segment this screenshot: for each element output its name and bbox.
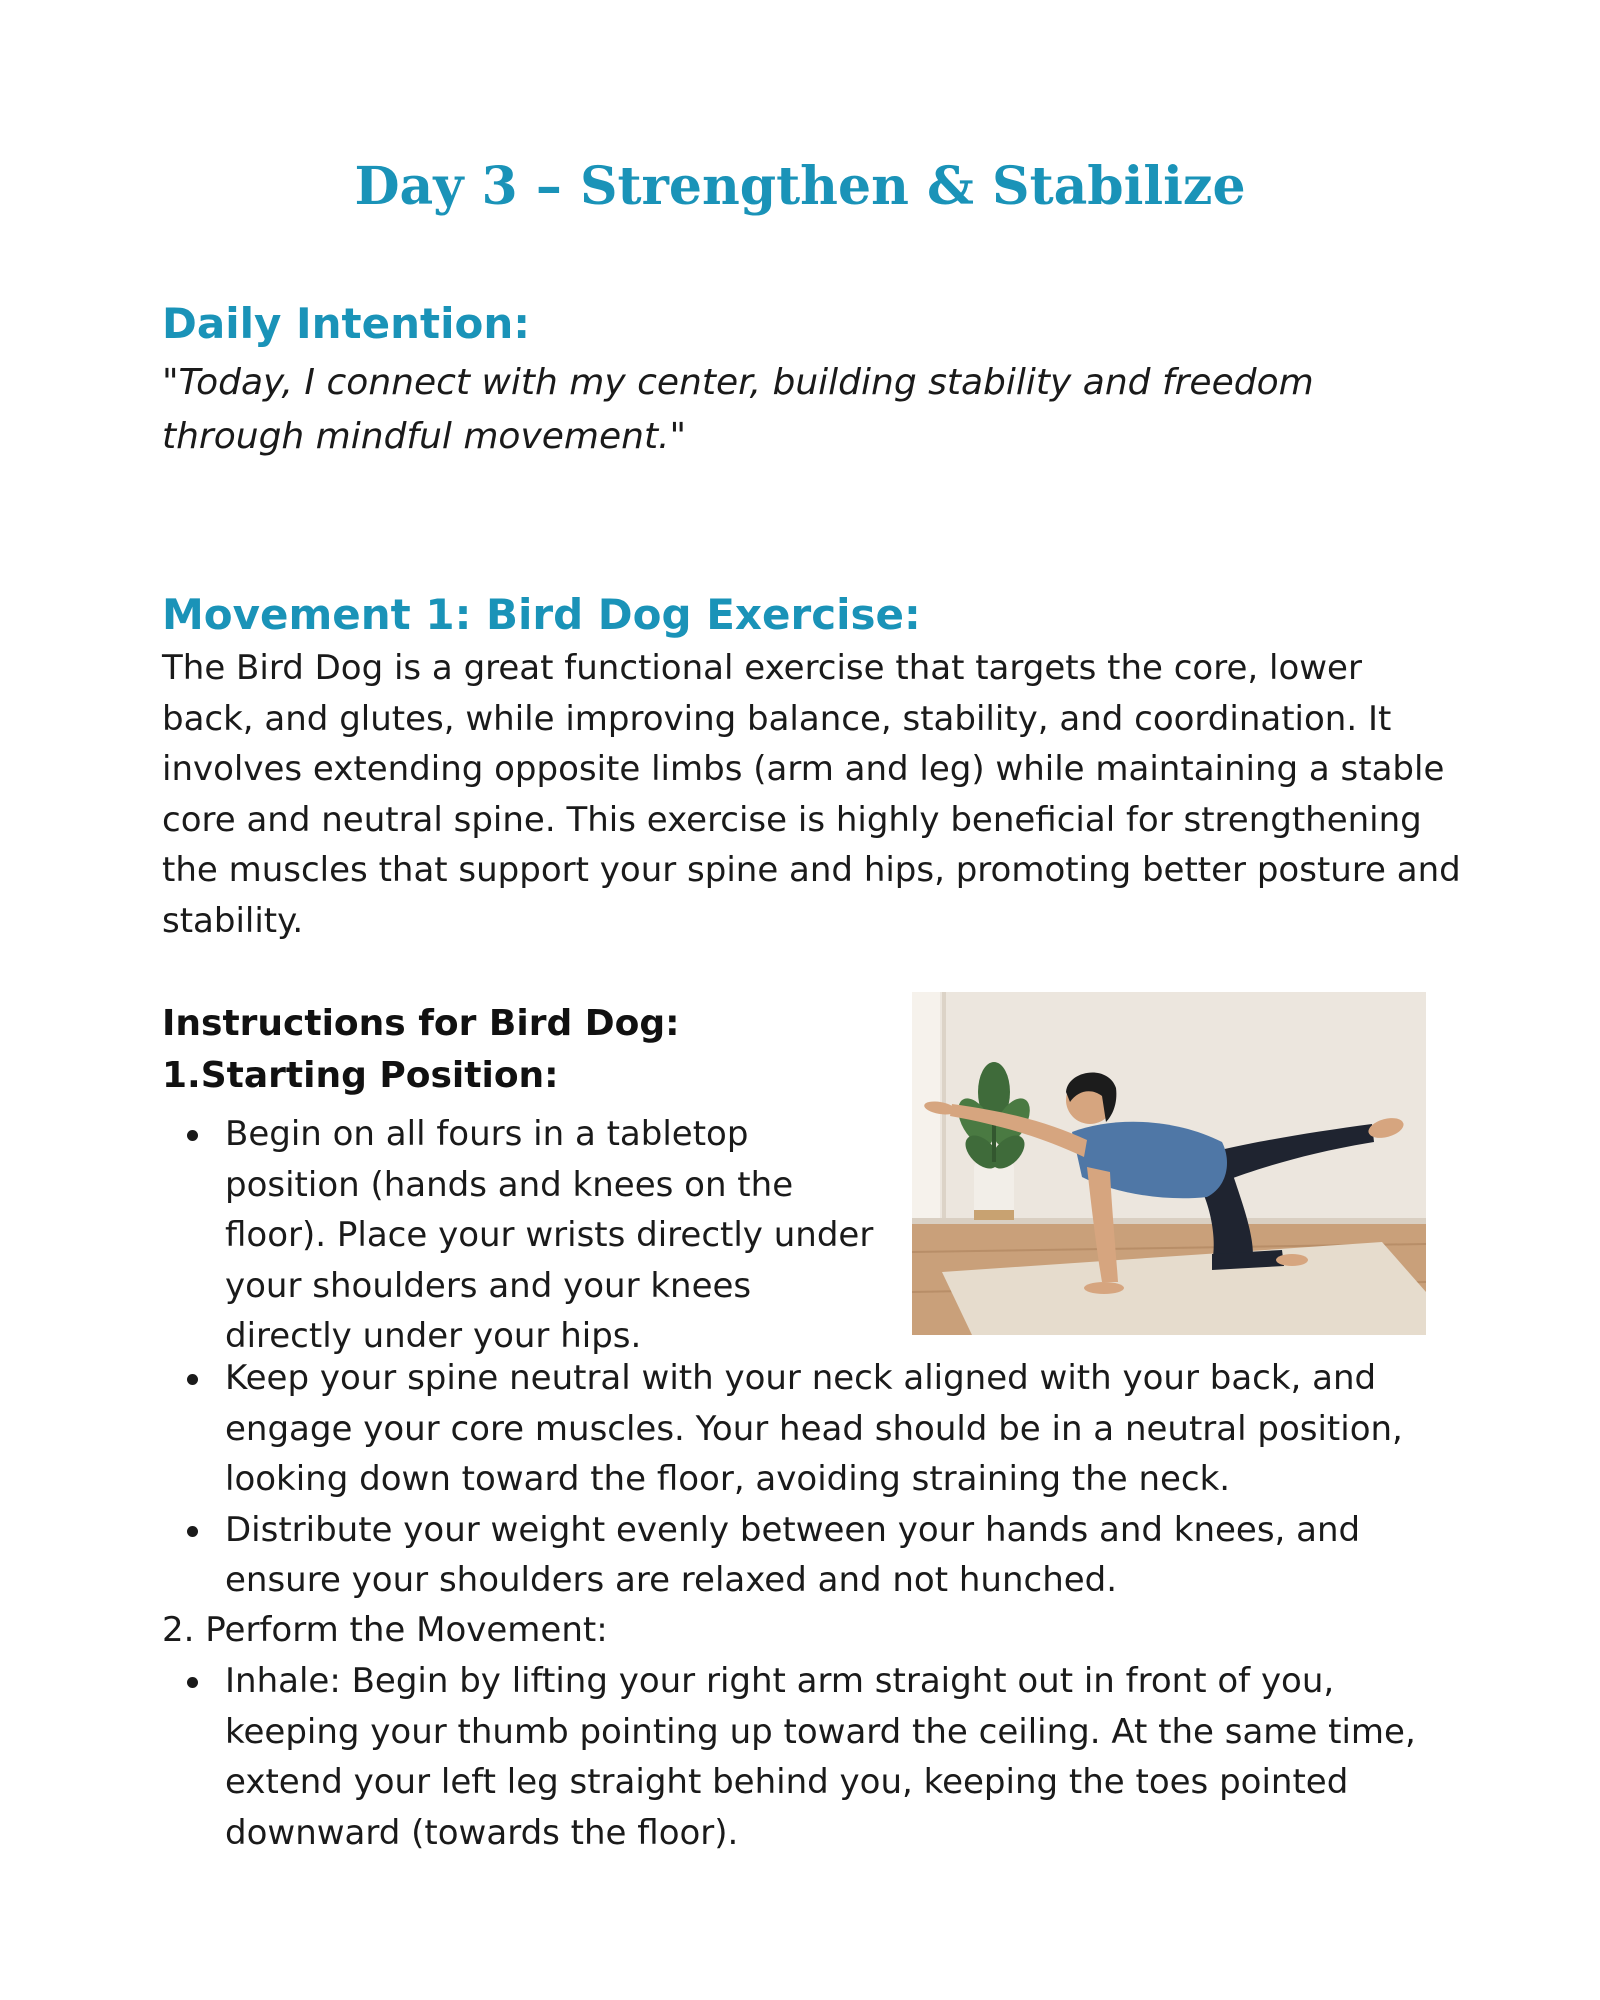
- movement-heading: Movement 1: Bird Dog Exercise:: [162, 590, 921, 639]
- step2-bullet-list: [162, 1656, 1462, 1858]
- page-title: Day 3 – Strengthen & Stabilize: [354, 156, 1246, 217]
- daily-intention-heading: Daily Intention:: [162, 299, 531, 348]
- list-item: Begin on all fours in a tabletop position (hands and knees on the floor). Place your wrists directly under your shoulders and your knees directly under your hips.: [162, 1109, 882, 1362]
- movement-description: The Bird Dog is a great functional exercise that targets the core, lower back, and glutes, while improving balance, stability, and coordination. It involves extending opposite limbs (arm and leg) while maintaining a stable core and neutral spine. This exercise is highly beneficial for strengthening the muscles that support your spine and hips, promoting better posture and stability.: [162, 648, 1461, 941]
- list-item: Distribute your weight evenly between your hands and knees, and ensure your shoulders are relaxed and not hunched.: [162, 1505, 1462, 1606]
- bird-dog-exercise-photo: [912, 992, 1426, 1335]
- step1-bullet-list-a: [162, 1109, 882, 1362]
- step1-heading: 1.Starting Position:: [162, 1055, 559, 1096]
- list-item: Keep your spine neutral with your neck aligned with your back, and engage your core muscles. Your head should be in a neutral position, looking down toward the floor, avoiding straining the neck.: [162, 1353, 1462, 1505]
- daily-intention-quote: "Today, I connect with my center, building stability and freedom through mindful movement.": [162, 362, 1314, 457]
- step2-heading: 2. Perform the Movement:: [162, 1610, 608, 1650]
- list-item: Inhale: Begin by lifting your right arm straight out in front of you, keeping your thumb pointing up toward the ceiling. At the same time, extend your left leg straight behind you, keeping the toes pointed downward (towards the floor).: [162, 1656, 1462, 1858]
- instructions-heading: Instructions for Bird Dog:: [162, 1003, 680, 1044]
- step1-bullet-list-b: [162, 1353, 1462, 1606]
